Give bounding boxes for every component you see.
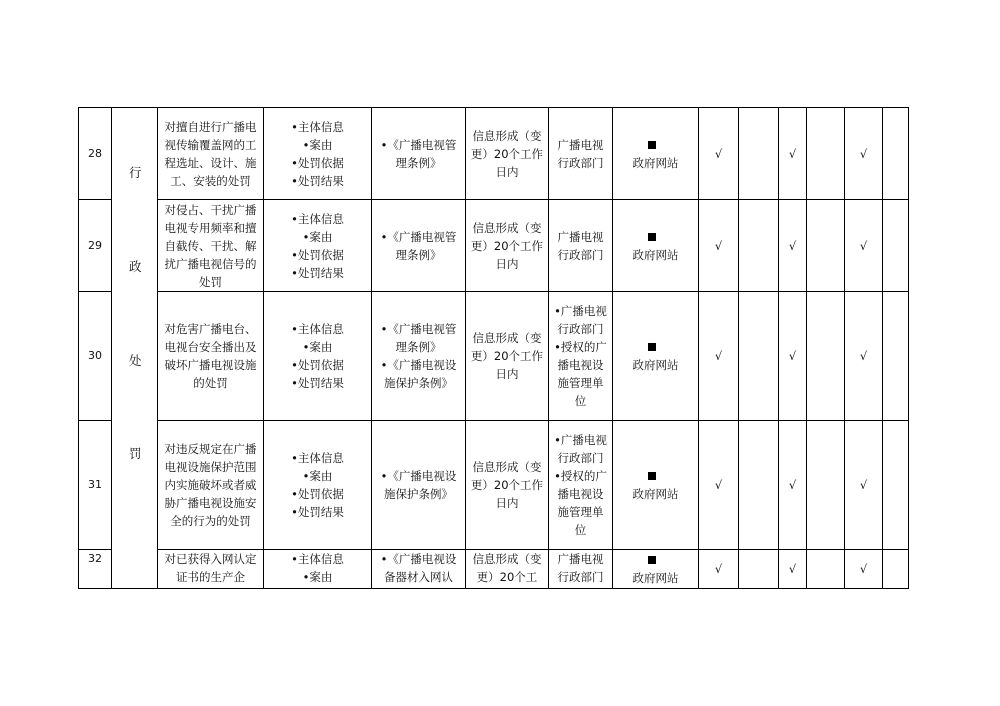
timing-text: 信息形成（变更）20个工作日内 xyxy=(470,220,544,271)
check-mark: √ xyxy=(714,349,723,363)
content-item: •案由 xyxy=(302,229,333,244)
channel-cell xyxy=(613,108,699,200)
checked-square-icon xyxy=(648,233,656,241)
content-item: •主体信息 xyxy=(291,119,344,134)
timing-text: 信息形成（变更）20个工作日内 xyxy=(470,460,544,510)
table-row xyxy=(79,421,909,550)
timing-cell xyxy=(466,550,549,589)
item-text: 对已获得入网认定证书的生产企 xyxy=(164,552,257,584)
item-cell xyxy=(158,108,264,200)
channel-cell xyxy=(613,200,699,292)
checked-square-icon xyxy=(648,556,656,564)
row-number xyxy=(79,550,112,589)
row-number-text: 28 xyxy=(88,146,102,160)
timing-cell xyxy=(466,421,549,550)
disclosure-table xyxy=(78,107,909,589)
channel-cell xyxy=(613,550,699,589)
mark-cell xyxy=(739,292,779,421)
content-item: •处罚结果 xyxy=(291,376,344,390)
subject-cell xyxy=(549,421,613,550)
row-number-text: 29 xyxy=(88,238,102,252)
timing-text: 信息形成（变更）20个工 xyxy=(472,552,542,584)
category-char-1: 行 xyxy=(129,165,142,180)
category-char-3: 处 xyxy=(129,353,142,368)
check-mark: √ xyxy=(788,478,797,492)
mark-cell xyxy=(739,200,779,292)
row-number xyxy=(79,421,112,550)
mark-cell xyxy=(779,421,807,550)
timing-cell xyxy=(466,292,549,421)
check-mark: √ xyxy=(788,146,797,161)
mark-cell xyxy=(845,200,883,292)
item-cell xyxy=(158,200,264,292)
subject-item: •广播电视行政部门 xyxy=(554,433,607,465)
content-cell xyxy=(264,292,372,421)
category-char-4: 罚 xyxy=(129,446,142,461)
content-cell xyxy=(264,108,372,200)
content-item: •主体信息 xyxy=(291,451,344,465)
content-cell xyxy=(264,550,372,589)
check-mark: √ xyxy=(788,238,797,253)
channel-text: 政府网站 xyxy=(632,571,679,585)
check-mark: √ xyxy=(859,478,868,492)
timing-text: 信息形成（变更）20个工作日内 xyxy=(470,331,544,381)
subject-cell xyxy=(549,292,613,421)
mark-cell xyxy=(807,108,845,200)
channel-text: 政府网站 xyxy=(632,155,679,170)
row-number xyxy=(79,108,112,200)
check-mark: √ xyxy=(714,238,723,253)
channel-cell xyxy=(613,292,699,421)
mark-cell xyxy=(739,108,779,200)
table-row xyxy=(79,108,909,200)
check-mark: √ xyxy=(859,238,868,253)
table-row xyxy=(79,292,909,421)
basis-cell xyxy=(372,421,466,550)
content-cell xyxy=(264,200,372,292)
mark-cell xyxy=(845,550,883,589)
channel-text: 政府网站 xyxy=(632,487,679,501)
subject-item: •广播电视行政部门 xyxy=(554,304,607,336)
check-mark: √ xyxy=(714,146,723,161)
content-item: •主体信息 xyxy=(291,552,344,566)
content-cell xyxy=(264,421,372,550)
content-item: •处罚结果 xyxy=(291,173,344,188)
basis-item: •《广播电视设备器材入网认 xyxy=(380,552,457,584)
mark-cell xyxy=(883,292,909,421)
mark-cell xyxy=(779,108,807,200)
mark-cell xyxy=(845,108,883,200)
mark-cell xyxy=(845,292,883,421)
item-cell xyxy=(158,421,264,550)
mark-cell xyxy=(779,550,807,589)
item-cell xyxy=(158,550,264,589)
item-text: 对违反规定在广播电视设施保护范围内实施破坏或者威胁广播电视设施安全的行为的处罚 xyxy=(164,442,257,528)
checked-square-icon xyxy=(648,141,656,149)
mark-cell xyxy=(699,550,739,589)
mark-cell xyxy=(883,108,909,200)
subject-cell xyxy=(549,200,613,292)
content-item: •案由 xyxy=(302,469,333,483)
check-mark: √ xyxy=(859,146,868,161)
content-item: •案由 xyxy=(302,570,333,584)
item-text: 对擅自进行广播电视传输覆盖网的工程选址、设计、施工、安装的处罚 xyxy=(164,119,257,188)
basis-item: •《广播电视管理条例》 xyxy=(380,322,457,354)
content-item: •主体信息 xyxy=(291,211,344,226)
content-item: •处罚结果 xyxy=(291,265,344,280)
mark-cell xyxy=(739,550,779,589)
mark-cell xyxy=(807,550,845,589)
subject-item: 广播电视行政部门 xyxy=(557,229,604,262)
mark-cell xyxy=(739,421,779,550)
row-number xyxy=(79,292,112,421)
subject-cell xyxy=(549,550,613,589)
basis-item: •《广播电视设施保护条例》 xyxy=(380,358,457,390)
mark-cell xyxy=(699,421,739,550)
channel-text: 政府网站 xyxy=(632,358,679,372)
mark-cell xyxy=(699,108,739,200)
table-row xyxy=(79,550,909,589)
mark-cell xyxy=(779,292,807,421)
content-item: •案由 xyxy=(302,137,333,152)
basis-item: •《广播电视管理条例》 xyxy=(380,229,457,262)
row-number-text: 31 xyxy=(88,478,102,491)
mark-cell xyxy=(807,200,845,292)
content-item: •主体信息 xyxy=(291,322,344,336)
mark-cell xyxy=(807,292,845,421)
content-item: •处罚依据 xyxy=(291,358,344,372)
mark-cell xyxy=(699,200,739,292)
basis-cell xyxy=(372,292,466,421)
check-mark: √ xyxy=(859,349,868,363)
row-number xyxy=(79,200,112,292)
channel-cell xyxy=(613,421,699,550)
table-row xyxy=(79,200,909,292)
mark-cell xyxy=(845,421,883,550)
content-item: •处罚结果 xyxy=(291,505,344,519)
check-mark: √ xyxy=(788,562,797,576)
timing-cell xyxy=(466,200,549,292)
subject-item: •授权的广播电视设施管理单位 xyxy=(554,340,607,408)
row-number-text: 32 xyxy=(88,552,102,565)
checked-square-icon xyxy=(648,472,656,480)
mark-cell xyxy=(699,292,739,421)
content-item: •案由 xyxy=(302,340,333,354)
basis-cell xyxy=(372,550,466,589)
item-cell xyxy=(158,292,264,421)
mark-cell xyxy=(883,550,909,589)
channel-text: 政府网站 xyxy=(632,247,679,262)
subject-cell xyxy=(549,108,613,200)
content-item: •处罚依据 xyxy=(291,155,344,170)
checked-square-icon xyxy=(648,343,656,351)
check-mark: √ xyxy=(714,562,723,576)
mark-cell xyxy=(779,200,807,292)
item-text: 对侵占、干扰广播电视专用频率和擅自截传、干扰、解扰广播电视信号的处罚 xyxy=(164,202,257,289)
content-item: •处罚依据 xyxy=(291,247,344,262)
basis-item: •《广播电视管理条例》 xyxy=(380,137,457,170)
content-item: •处罚依据 xyxy=(291,487,344,501)
timing-cell xyxy=(466,108,549,200)
check-mark: √ xyxy=(714,478,723,492)
mark-cell xyxy=(807,421,845,550)
basis-cell xyxy=(372,200,466,292)
category-char-2: 政 xyxy=(129,259,142,274)
mark-cell xyxy=(883,421,909,550)
check-mark: √ xyxy=(859,562,868,576)
timing-text: 信息形成（变更）20个工作日内 xyxy=(470,128,544,179)
check-mark: √ xyxy=(788,349,797,363)
basis-cell xyxy=(372,108,466,200)
subject-item: 广播电视行政部门 xyxy=(557,552,604,584)
row-number-text: 30 xyxy=(88,349,102,362)
mark-cell xyxy=(883,200,909,292)
subject-item: 广播电视行政部门 xyxy=(557,137,604,170)
subject-item: •授权的广播电视设施管理单位 xyxy=(554,469,607,537)
item-text: 对危害广播电台、电视台安全播出及破坏广播电视设施的处罚 xyxy=(164,322,257,390)
basis-item: •《广播电视设施保护条例》 xyxy=(380,469,457,501)
